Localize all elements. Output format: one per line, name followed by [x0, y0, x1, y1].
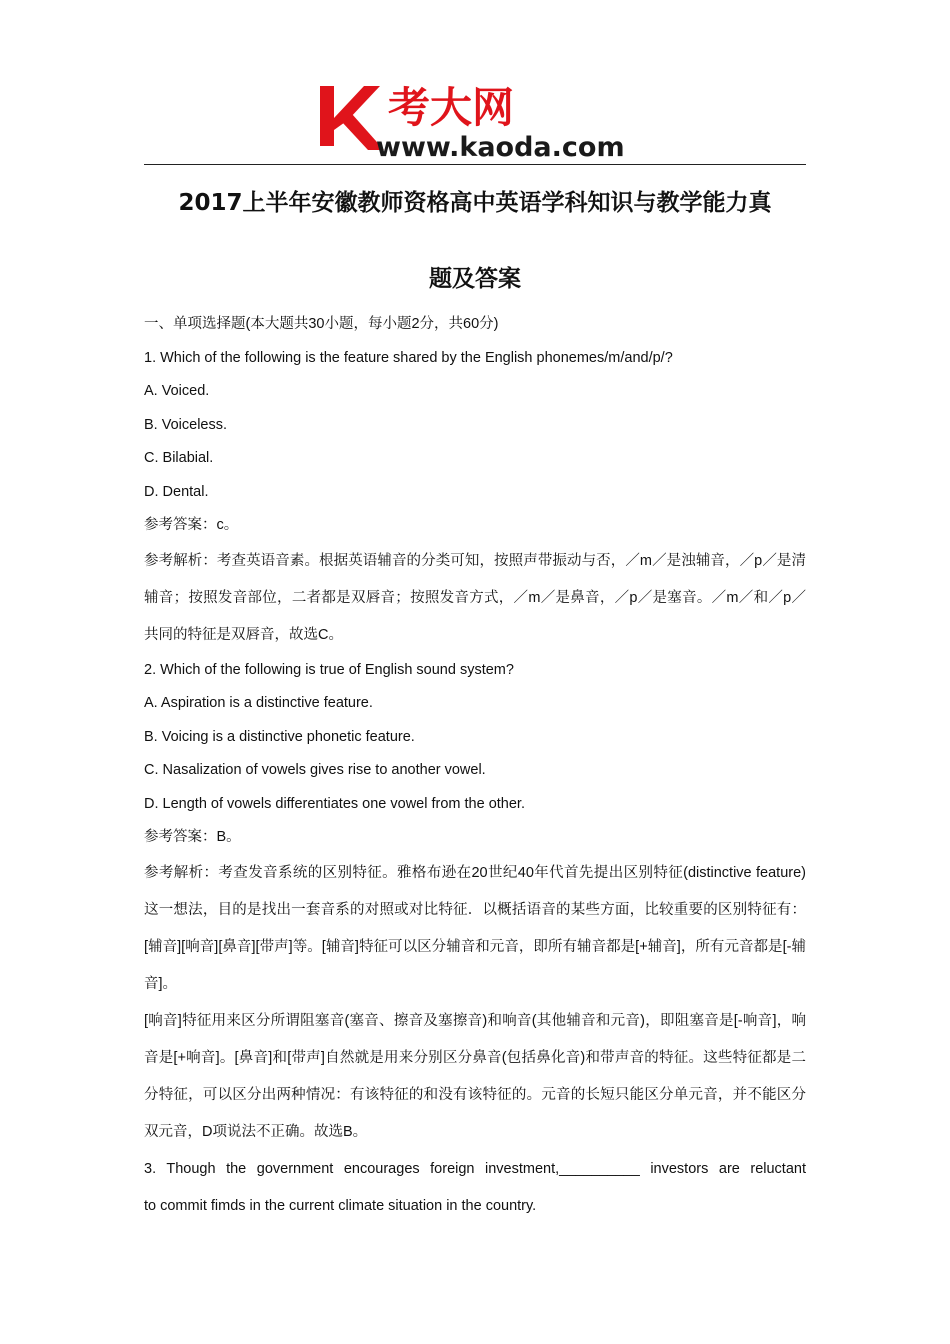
q1-option-c: C. Bilabial.	[144, 450, 214, 466]
q1-analysis: 参考解析：考查英语音素。根据英语辅音的分类可知，按照声带振动与否，／m／是浊辅音，／p／是清辅音；按照发音部位，二者都是双唇音；按照发音方式，／m／是鼻音，／p／是塞音。／m／和／p／共同的特征是双唇音，故选C。	[144, 552, 806, 643]
doc-title-line2: 题及答案	[429, 266, 521, 292]
q2-option-c: C. Nasalization of vowels gives rise to another vowel.	[144, 762, 486, 778]
q2-analysis-part1: 参考解析：考查发音系统的区别特征。雅格布逊在20世纪40年代首先提出区别特征(distinctive feature)这一想法，目的是找出一套音系的对照或对比特征．以概括语音的某些方面，比较重要的区别特征有：[辅音][响音][鼻音][带声]等。[辅音]特征可以区分辅音和元音，即所有辅音都是[+辅音]，所有元音都是[-辅音]。	[144, 864, 806, 992]
q3-stem-line1: 3. Though the government encourages foreign investment,__________ investors are reluctant	[144, 1160, 806, 1177]
logo-k-mark	[320, 86, 384, 150]
q2-option-b: B. Voicing is a distinctive phonetic feature.	[144, 728, 415, 745]
q3-stem-line2: to commit fimds in the current climate situation in the country.	[144, 1197, 537, 1214]
q2-option-d: D. Length of vowels differentiates one vowel from the other.	[144, 795, 525, 812]
doc-title-line1: 2017上半年安徽教师资格高中英语学科知识与教学能力真	[178, 190, 772, 216]
q1-option-b: B. Voiceless.	[144, 416, 228, 433]
logo-k-glyph: K	[318, 78, 319, 79]
logo-brand-name: 考大网	[388, 83, 515, 132]
doc-body	[144, 308, 806, 1225]
q1-answer: 参考答案：c。	[144, 517, 239, 533]
kaoda-logo	[318, 78, 648, 162]
q1-option-a: A. Voiced.	[144, 383, 210, 399]
q2-answer: 参考答案：B。	[144, 829, 241, 845]
section-heading: 一、单项选择题(本大题共30小题，每小题2分，共60分)	[144, 316, 499, 332]
header-rule	[144, 164, 806, 165]
q1-option-d: D. Dental.	[144, 483, 209, 500]
q2-stem: 2. Which of the following is true of English sound system?	[144, 661, 514, 678]
logo-url: www.kaoda.com	[376, 132, 625, 162]
q1-stem: 1. Which of the following is the feature shared by the English phonemes/m/and/p/?	[144, 349, 673, 366]
q2-analysis-part2: [响音]特征用来区分所谓阻塞音(塞音、擦音及塞擦音)和响音(其他辅音和元音)，即阻塞音是[-响音]，响音是[+响音]。[鼻音]和[带声]自然就是用来分别区分鼻音(包括鼻化音)和带声音的特征。这些特征都是二分特征，可以区分出两种情况：有该特征的和没有该特征的。元音的长短只能区分单元音，并不能区分双元音，D项说法不正确。故选B。	[144, 1012, 806, 1140]
q2-option-a: A. Aspiration is a distinctive feature.	[144, 695, 373, 711]
